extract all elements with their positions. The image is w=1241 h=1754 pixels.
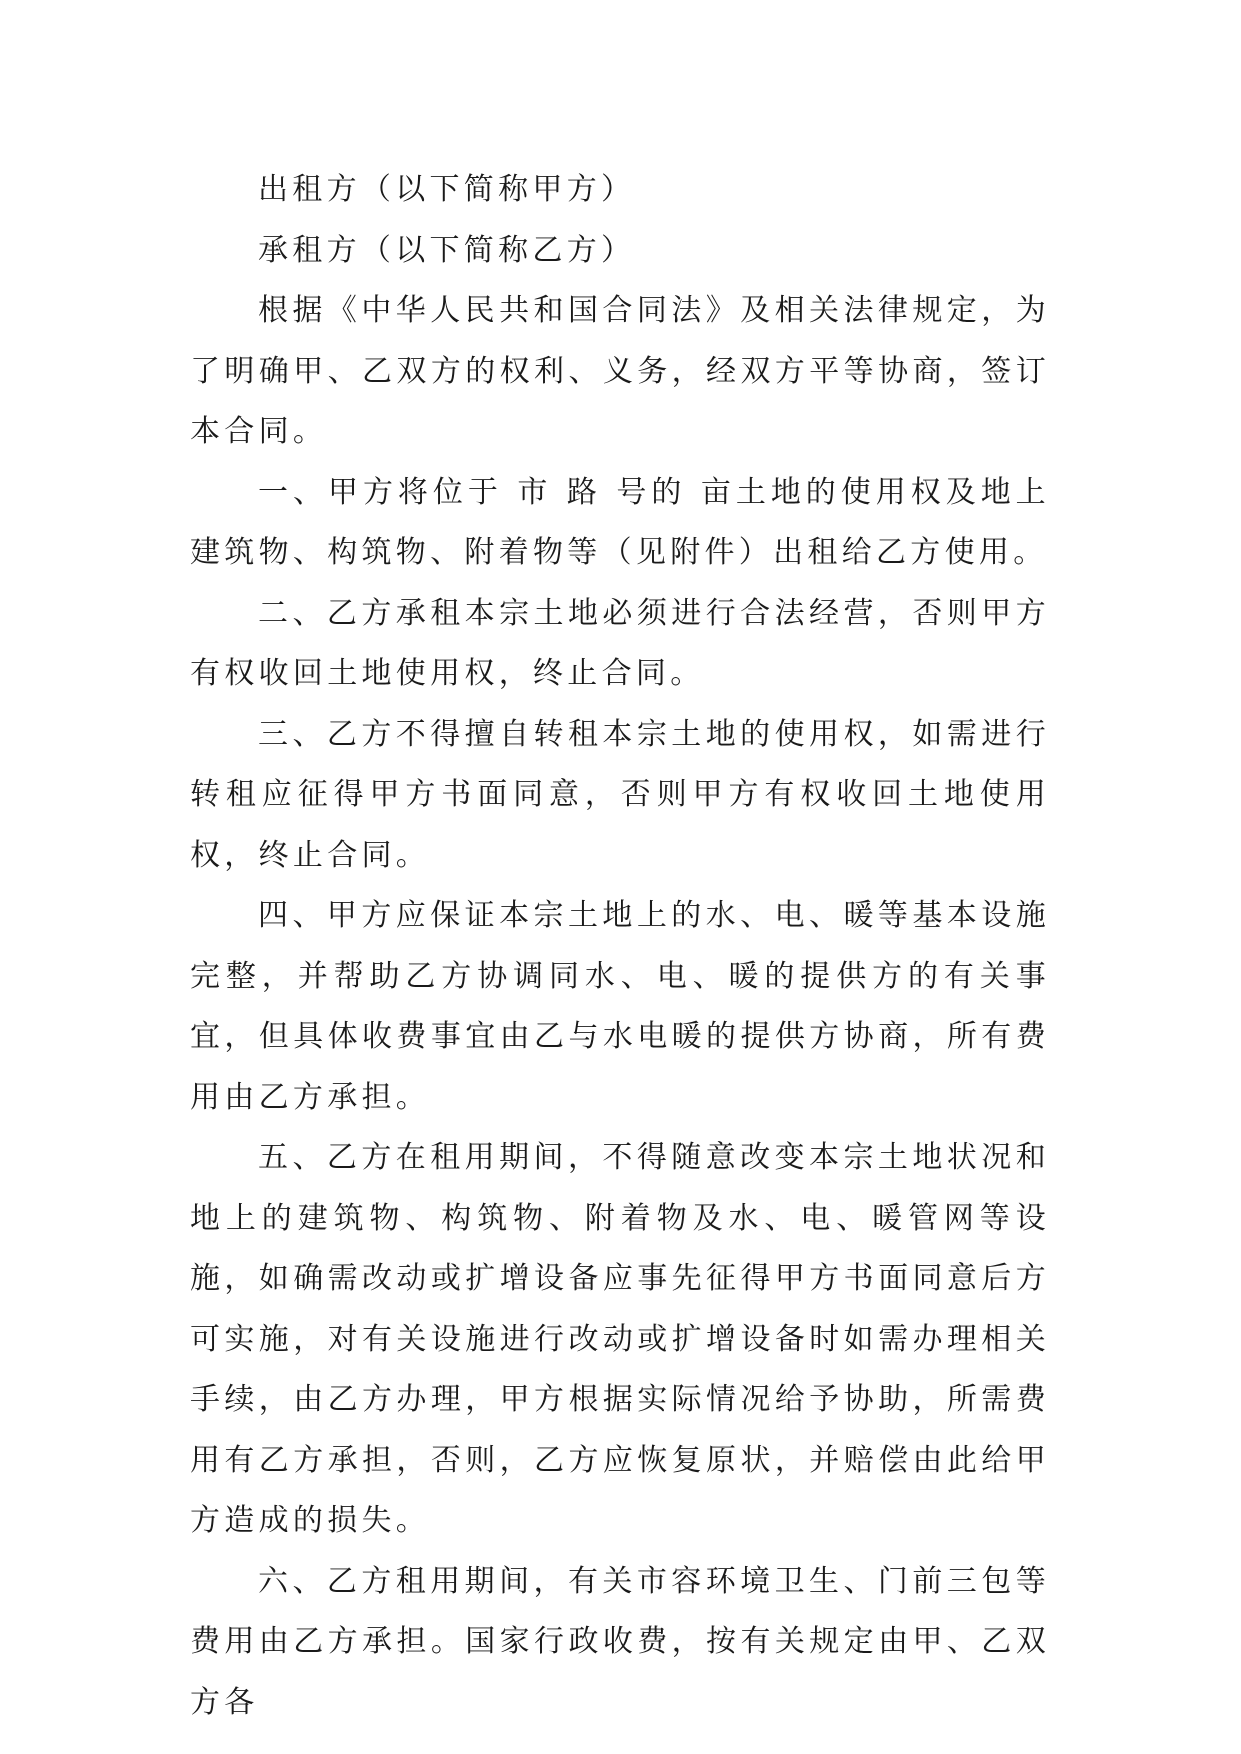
clause-1: 一、甲方将位于 市 路 号的 亩土地的使用权及地上建筑物、构筑物、附着物等（见附件）出租给乙方使用。 [190, 474, 1050, 570]
paragraph-lessor: 出租方（以下简称甲方） [258, 172, 636, 207]
document-body [190, 160, 1050, 1733]
clause-6: 六、乙方租用期间，有关市容环境卫生、门前三包等费用由乙方承担。国家行政收费，按有关规定由甲、乙双方各 [190, 1563, 1050, 1720]
paragraph-lessee: 承租方（以下简称乙方） [258, 232, 636, 268]
paragraph-preamble: 根据《中华人民共和国合同法》及相关法律规定，为了明确甲、乙双方的权利、义务，经双方平等协商，签订本合同。 [190, 293, 1050, 449]
clause-2: 二、乙方承租本宗土地必须进行合法经营，否则甲方有权收回土地使用权，终止合同。 [190, 595, 1050, 691]
clause-5: 五、乙方在租用期间，不得随意改变本宗土地状况和地上的建筑物、构筑物、附着物及水、电、暖管网等设施，如确需改动或扩增设备应事先征得甲方书面同意后方可实施，对有关设施进行改动或扩增设备时如需办理相关手续，由乙方办理，甲方根据实际情况给予协助，所需费用有乙方承担，否则，乙方应恢复原状，并赔偿由此给甲方造成的损失。 [190, 1140, 1050, 1538]
clause-3: 三、乙方不得擅自转租本宗土地的使用权，如需进行转租应征得甲方书面同意，否则甲方有权收回土地使用权，终止合同。 [190, 716, 1050, 873]
clause-4: 四、甲方应保证本宗土地上的水、电、暖等基本设施完整，并帮助乙方协调同水、电、暖的提供方的有关事宜，但具体收费事宜由乙与水电暖的提供方协商，所有费用由乙方承担。 [190, 898, 1050, 1115]
